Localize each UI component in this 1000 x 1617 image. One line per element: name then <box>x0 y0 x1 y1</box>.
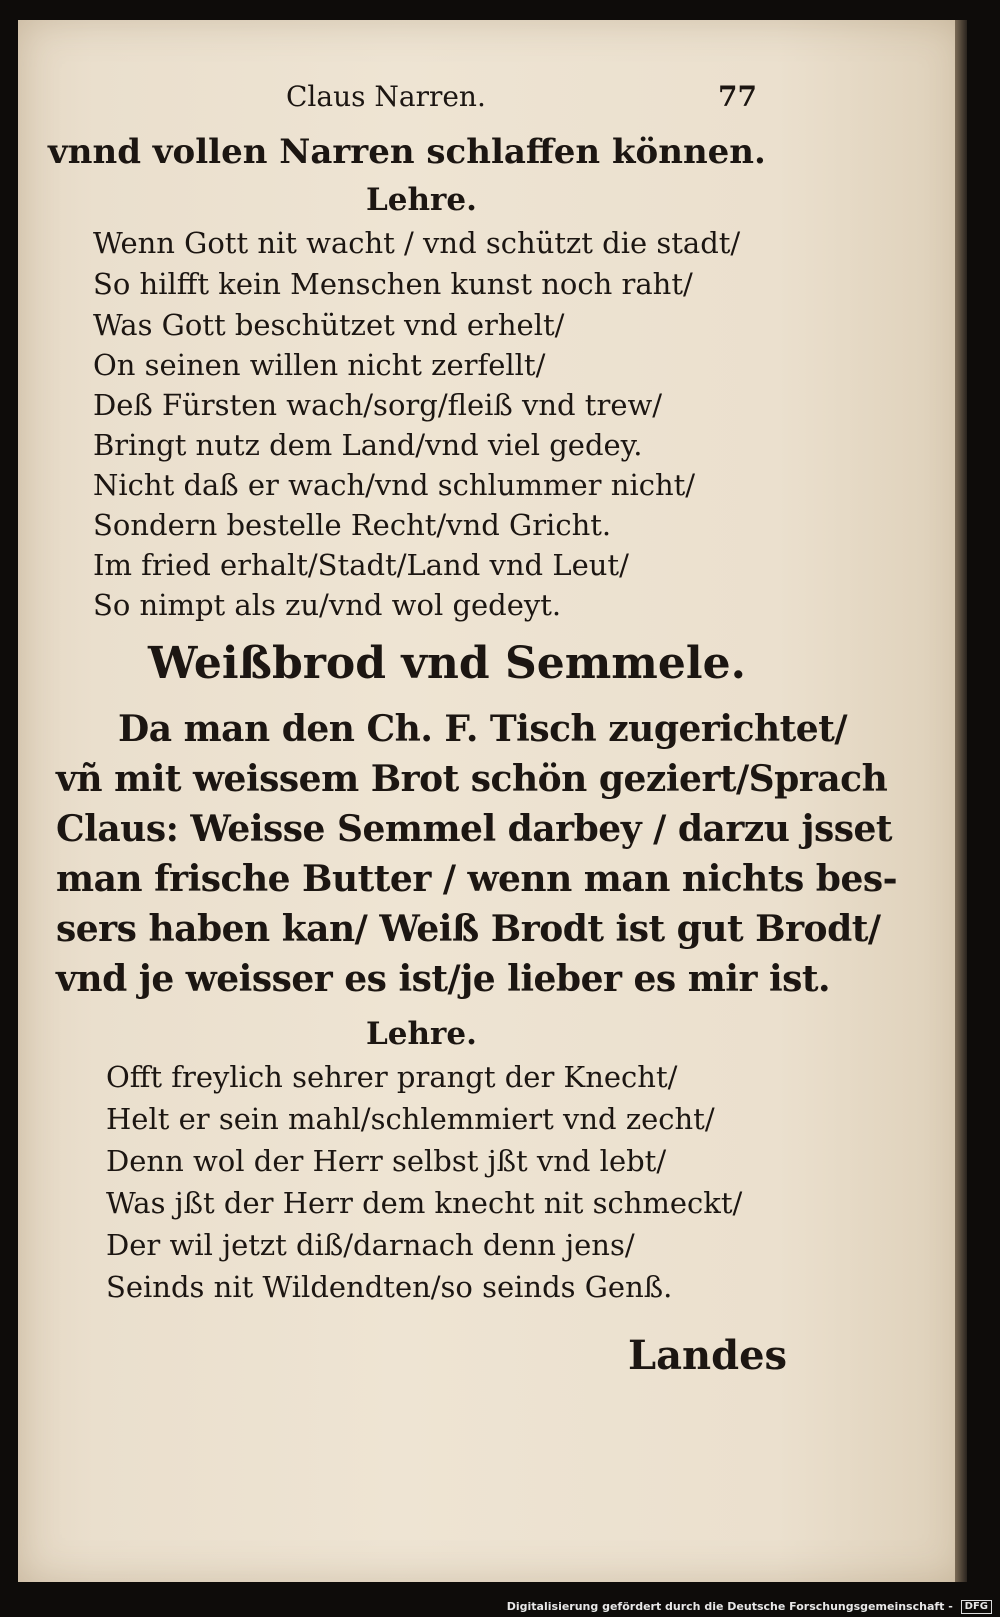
verse-line: So hilfft kein Menschen kunst noch raht/ <box>93 267 693 301</box>
verse-line: Im fried erhalt/Stadt/Land vnd Leut/ <box>93 548 629 582</box>
prose-line: Da man den Ch. F. Tisch zugerichtet/ <box>118 708 847 750</box>
opening-line: vnnd vollen Narren schlaffen können. <box>48 132 766 172</box>
verse-line: Was jßt der Herr dem knecht nit schmeckt/ <box>106 1186 743 1220</box>
lehre-heading-2: Lehre. <box>366 1016 477 1052</box>
prose-line: Claus: Weisse Semmel darbey / darzu jsset <box>56 808 893 850</box>
running-header-title: Claus Narren. <box>286 80 486 113</box>
book-page <box>18 20 966 1582</box>
digitization-credit <box>507 1600 992 1614</box>
lehre-heading-1: Lehre. <box>366 182 477 218</box>
verse-line: Seinds nit Wildendten/so seinds Genß. <box>106 1270 673 1304</box>
verse-line: Sondern bestelle Recht/vnd Gricht. <box>93 508 612 542</box>
verse-line: On seinen willen nicht zerfellt/ <box>93 348 546 382</box>
credit-text: Digitalisierung gefördert durch die Deutsche Forschungsgemeinschaft - <box>506 1600 953 1613</box>
prose-line: vñ mit weissem Brot schön geziert/Sprach <box>56 758 888 800</box>
verse-line: Was Gott beschützet vnd erhelt/ <box>93 308 565 342</box>
verse-line: So nimpt als zu/vnd wol gedeyt. <box>93 588 562 622</box>
page-number: 77 <box>718 80 757 113</box>
verse-line: Deß Fürsten wach/sorg/fleiß vnd trew/ <box>93 388 663 422</box>
prose-line: man frische Butter / wenn man nichts bes- <box>56 858 898 900</box>
page-edge-shadow <box>955 20 967 1582</box>
verse-line: Nicht daß er wach/vnd schlummer nicht/ <box>93 468 696 502</box>
verse-line: Der wil jetzt diß/darnach denn jens/ <box>106 1228 635 1262</box>
verse-line: Bringt nutz dem Land/vnd viel gedey. <box>93 428 643 462</box>
verse-line: Wenn Gott nit wacht / vnd schützt die stadt/ <box>93 226 741 260</box>
dfg-logo: DFG <box>961 1600 992 1614</box>
prose-line: vnd je weisser es ist/je lieber es mir ist. <box>56 958 831 1000</box>
verse-line: Offt freylich sehrer prangt der Knecht/ <box>106 1060 678 1094</box>
prose-line: sers haben kan/ Weiß Brodt ist gut Brodt/ <box>56 908 881 950</box>
verse-line: Helt er sein mahl/schlemmiert vnd zecht/ <box>106 1102 715 1136</box>
catchword: Landes <box>628 1332 788 1379</box>
verse-line: Denn wol der Herr selbst jßt vnd lebt/ <box>106 1144 667 1178</box>
section-title: Weißbrod vnd Semmele. <box>148 638 746 689</box>
